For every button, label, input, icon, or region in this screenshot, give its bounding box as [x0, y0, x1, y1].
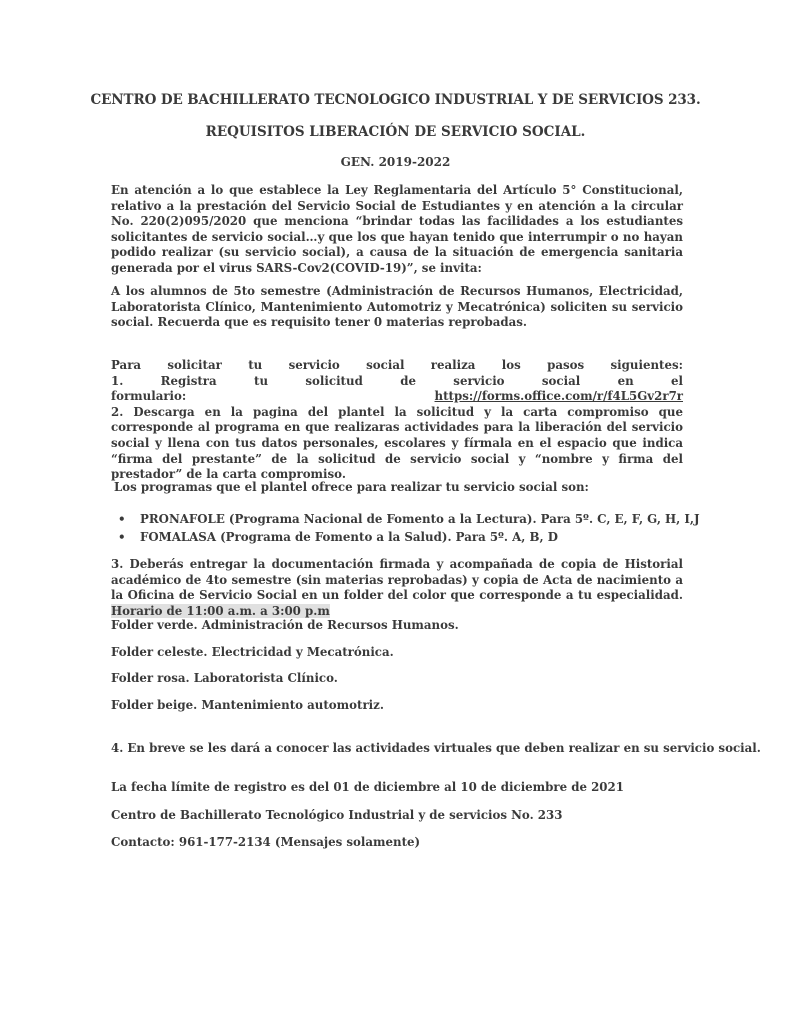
- step-1-text: 1. Registra tu solicitud de servicio social en el: [111, 373, 683, 388]
- contact-text: Contacto: 961-177-2134 (Mensajes solamente): [111, 835, 421, 849]
- bullet-icon: •: [118, 530, 126, 544]
- folder-item: Folder verde. Administración de Recursos Humanos.: [111, 618, 459, 632]
- folder-item: Folder celeste. Electricidad y Mecatrónica.: [111, 645, 394, 659]
- step-1-form-line: [111, 389, 683, 405]
- step-2-text: 2. Descarga en la pagina del plantel la solicitud y la carta compromiso que corresponde al programa en que realizaras actividades para la liberación del servicio social y llena con tus datos personales, escolares y fírmala en el espacio que indica “firma del prestante” de la solicitud de servicio social y “nombre y firma del prestador” de la carta compromiso.: [111, 404, 683, 482]
- programs-list: [118, 510, 700, 546]
- schedule-highlight: Horario de 11:00 a.m. a 3:00 p.m: [111, 603, 330, 618]
- step-4-text: 4. En breve se les dará a conocer las actividades virtuales que deben realizar en su servicio social.: [111, 741, 761, 755]
- deadline-text: La fecha límite de registro es del 01 de diciembre al 10 de diciembre de 2021: [111, 780, 624, 794]
- steps-section: [111, 358, 683, 483]
- program-item: [118, 528, 700, 546]
- step-3-paragraph: [111, 557, 683, 619]
- institution-text: Centro de Bachillerato Tecnológico Industrial y de servicios No. 233: [111, 808, 563, 822]
- steps-intro: Para solicitar tu servicio social realiza los pasos siguientes:: [111, 358, 683, 372]
- bullet-icon: •: [118, 512, 126, 526]
- programs-intro: Los programas que el plantel ofrece para realizar tu servicio social son:: [114, 480, 589, 494]
- document-subtitle: REQUISITOS LIBERACIÓN DE SERVICIO SOCIAL.: [205, 124, 586, 140]
- step-3-text: 3. Deberás entregar la documentación firmada y acompañada de copia de Historial académico de 4to semestre (sin materias reprobadas) y copia de Acta de nacimiento a la Oficina de Servicio Social en un folder del color que corresponde a tu especialidad.: [111, 557, 683, 603]
- folder-item: Folder beige. Mantenimiento automotriz.: [111, 698, 384, 712]
- generation-label: GEN. 2019-2022: [340, 155, 451, 169]
- program-item: [118, 510, 700, 528]
- document-title: CENTRO DE BACHILLERATO TECNOLOGICO INDUSTRIAL Y DE SERVICIOS 233.: [90, 92, 701, 108]
- step-1-form-label: formulario:: [111, 389, 187, 404]
- folder-item: Folder rosa. Laboratorista Clínico.: [111, 671, 338, 685]
- program-label: PRONAFOLE (Programa Nacional de Fomento a la Lectura). Para 5º. C, E, F, G, H, I,J: [140, 512, 700, 526]
- program-label: FOMALASA (Programa de Fomento a la Salud). Para 5º. A, B, D: [140, 530, 558, 544]
- intro-paragraph: En atención a lo que establece la Ley Reglamentaria del Artículo 5° Constitucional, relativo a la prestación del Servicio Social de Estudiantes y en atención a la circular No. 220(2)095/2020 que menciona “brindar todas las facilidades a los estudiantes solicitantes de servicio social…y que los que hayan tenido que interrumpir o no hayan podido realizar (su servicio social), a causa de la situación de emergencia sanitaria generada por el virus SARS-Cov2(COVID-19)”, se invita:: [111, 183, 683, 275]
- form-link[interactable]: https://forms.office.com/r/f4L5Gv2r7r: [434, 389, 683, 404]
- audience-paragraph: A los alumnos de 5to semestre (Administración de Recursos Humanos, Electricidad, Laboratorista Clínico, Mantenimiento Automotriz y Mecatrónica) soliciten su servicio social. Recuerda que es requisito tener 0 materias reprobadas.: [111, 284, 683, 330]
